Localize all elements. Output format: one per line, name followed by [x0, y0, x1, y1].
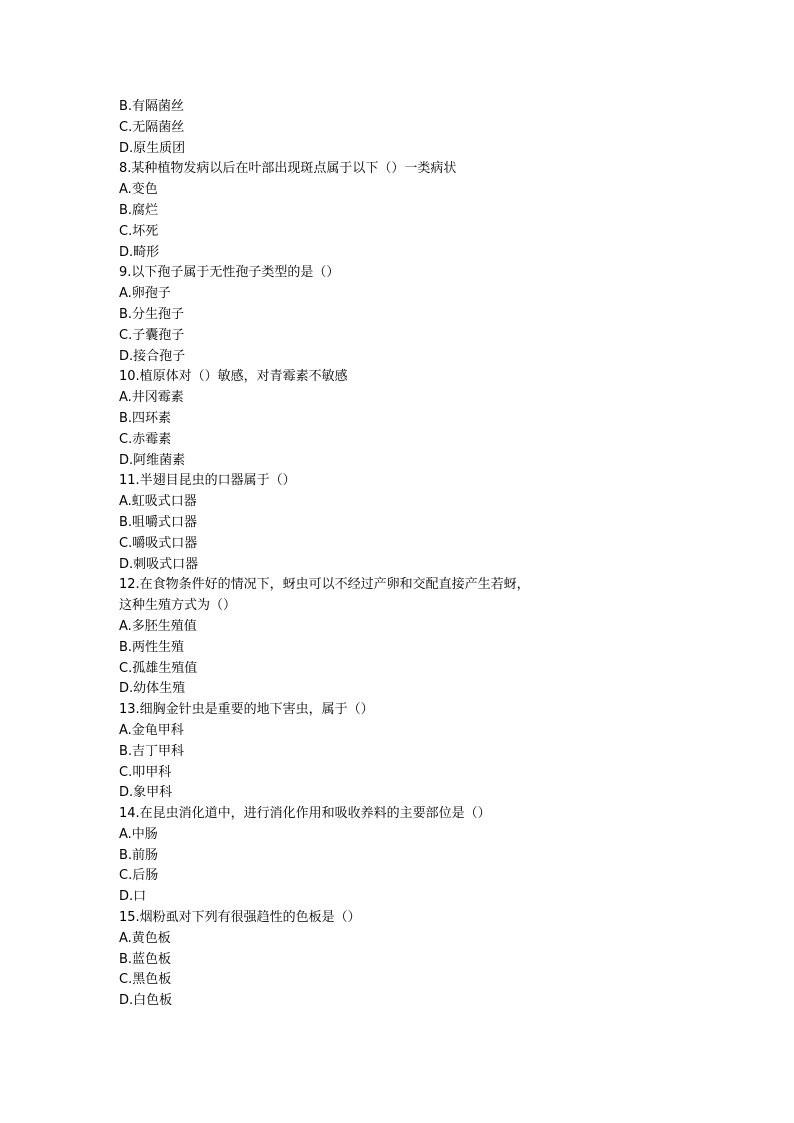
option-line: C.坏死 — [119, 223, 159, 239]
question-line: 9.以下孢子属于无性孢子类型的是（） — [119, 265, 340, 281]
option-line: D.口 — [119, 889, 147, 905]
option-line: B.蓝色板 — [119, 951, 172, 967]
option-line: A.金龟甲科 — [119, 722, 184, 738]
question-line: 13.细胸金针虫是重要的地下害虫，属于（） — [119, 702, 374, 718]
option-line: C.无隔菌丝 — [119, 119, 185, 135]
question-line: 10.植原体对（）敏感，对青霉素不敏感 — [119, 369, 348, 385]
option-line: C.嚼吸式口器 — [119, 535, 198, 551]
option-line: B.吉丁甲科 — [119, 743, 185, 759]
option-line: A.黄色板 — [119, 930, 171, 946]
option-line: A.井冈霉素 — [119, 390, 184, 406]
option-line: B.咀嚼式口器 — [119, 514, 198, 530]
option-line: B.有隔菌丝 — [119, 99, 185, 114]
question-line: 8.某种植物发病以后在叶部出现斑点属于以下（）一类病状 — [119, 161, 457, 177]
option-line: C.赤霉素 — [119, 431, 172, 447]
option-line: C.黑色板 — [119, 972, 172, 988]
document-page — [119, 97, 679, 1012]
option-line: D.象甲科 — [119, 785, 173, 801]
question-line: 11.半翅目昆虫的口器属于（） — [119, 473, 296, 489]
option-line: C.后肠 — [119, 868, 159, 884]
option-line: C.叩甲科 — [119, 764, 172, 780]
option-line: B.四环素 — [119, 410, 172, 426]
option-line: B.两性生殖 — [119, 639, 185, 655]
option-line: A.中肠 — [119, 826, 158, 842]
option-line: D.原生质团 — [119, 140, 186, 156]
option-line: A.卵孢子 — [119, 286, 171, 302]
option-line: D.幼体生殖 — [119, 681, 186, 697]
option-line: A.变色 — [119, 182, 158, 198]
option-line: D.刺吸式口器 — [119, 556, 199, 572]
option-line: C.孤雄生殖值 — [119, 660, 198, 676]
question-line: 14.在昆虫消化道中，进行消化作用和吸收养料的主要部位是（） — [119, 806, 491, 822]
option-line: B.腐烂 — [119, 202, 159, 218]
question-line-continued: 这种生殖方式为（） — [119, 598, 237, 614]
question-line: 15.烟粉虱对下列有很强趋性的色板是（） — [119, 910, 361, 926]
option-line: D.白色板 — [119, 993, 173, 1009]
option-line: B.前肠 — [119, 847, 159, 863]
question-line: 12.在食物条件好的情况下，蚜虫可以不经过产卵和交配直接产生若蚜， — [119, 577, 530, 593]
option-line: D.接合孢子 — [119, 348, 186, 364]
option-line: D.阿维菌素 — [119, 452, 186, 468]
option-line: D.畸形 — [119, 244, 160, 260]
option-line: B.分生孢子 — [119, 306, 185, 322]
option-line: A.虹吸式口器 — [119, 494, 197, 510]
option-line: C.子囊孢子 — [119, 327, 185, 343]
option-line: A.多胚生殖值 — [119, 618, 197, 634]
